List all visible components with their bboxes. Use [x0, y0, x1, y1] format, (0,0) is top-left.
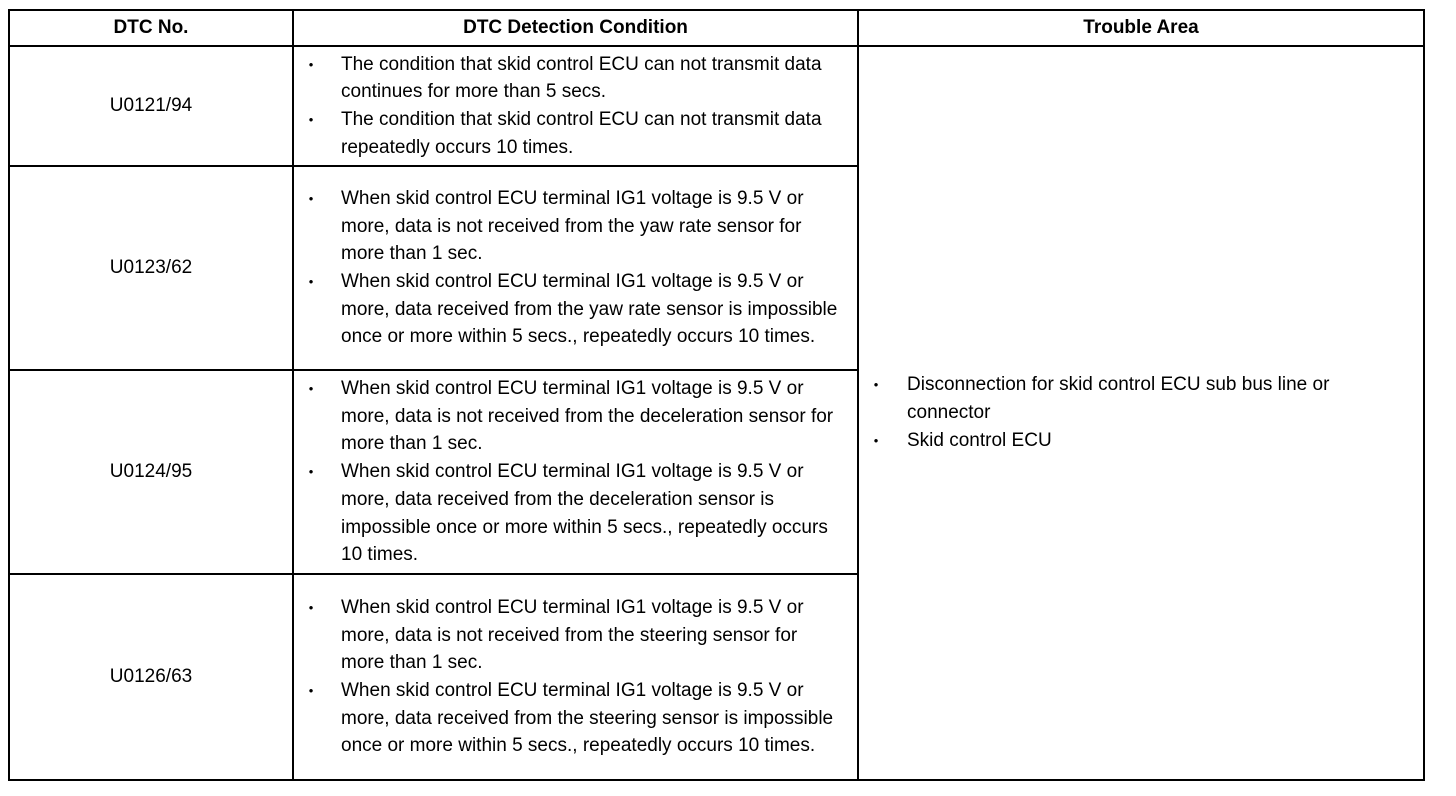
- bullet-icon: •: [873, 377, 879, 393]
- list-item: [294, 594, 845, 677]
- list-item: [294, 458, 845, 569]
- detection-condition-cell: [293, 46, 858, 166]
- bullet-icon: •: [308, 112, 314, 127]
- header-row: [9, 10, 1424, 46]
- list-item: [294, 268, 845, 351]
- condition-text: When skid control ECU terminal IG1 voltage is 9.5 V or more, data received from the yaw rate sensor is impossible once or more within 5 secs., repeatedly occurs 10 times.: [341, 271, 838, 348]
- dtc-table: [8, 9, 1425, 781]
- bullet-icon: •: [873, 432, 879, 448]
- condition-list: [294, 185, 857, 351]
- list-item: [859, 427, 1411, 455]
- bullet-icon: •: [308, 274, 314, 289]
- trouble-area-list: [859, 371, 1423, 454]
- condition-list: [294, 594, 857, 760]
- condition-list: [294, 375, 857, 569]
- dtc-code: U0126/63: [9, 574, 293, 780]
- header-trouble-area: Trouble Area: [858, 10, 1424, 46]
- condition-text: When skid control ECU terminal IG1 voltage is 9.5 V or more, data is not received from the yaw rate sensor for more than 1 sec.: [341, 187, 804, 265]
- condition-text: When skid control ECU terminal IG1 voltage is 9.5 V or more, data received from the steering sensor is impossible once or more within 5 secs., repeatedly occurs 10 times.: [341, 680, 834, 757]
- condition-text: The condition that skid control ECU can not transmit data repeatedly occurs 10 times.: [341, 109, 822, 158]
- detection-condition-cell: [293, 370, 858, 574]
- bullet-icon: •: [308, 381, 314, 397]
- detection-condition-cell: [293, 574, 858, 780]
- trouble-area-text: Skid control ECU: [907, 429, 1052, 451]
- bullet-icon: •: [308, 56, 314, 72]
- dtc-table-container: [8, 9, 1425, 781]
- condition-text: When skid control ECU terminal IG1 voltage is 9.5 V or more, data is not received from the deceleration sensor for more than 1 sec.: [341, 378, 834, 455]
- list-item: [294, 51, 845, 106]
- list-item: [294, 677, 845, 760]
- detection-condition-cell: [293, 166, 858, 370]
- dtc-code: U0121/94: [9, 46, 293, 166]
- list-item: [294, 375, 845, 458]
- bullet-icon: •: [308, 190, 314, 206]
- table-row: [9, 46, 1424, 166]
- list-item: [859, 371, 1411, 426]
- header-dtc-no: DTC No.: [9, 10, 293, 46]
- trouble-area-text: Disconnection for skid control ECU sub bus line or connector: [907, 374, 1330, 424]
- condition-text: When skid control ECU terminal IG1 voltage is 9.5 V or more, data received from the deceleration sensor is impossible once or more within 5 secs., repeatedly occurs 10 times.: [341, 461, 828, 566]
- list-item: [294, 185, 845, 268]
- bullet-icon: •: [308, 464, 314, 480]
- dtc-code: U0124/95: [9, 370, 293, 574]
- condition-list: [294, 51, 857, 162]
- bullet-icon: •: [308, 683, 314, 698]
- header-detection-condition: DTC Detection Condition: [293, 10, 858, 46]
- condition-text: The condition that skid control ECU can not transmit data continues for more than 5 secs.: [341, 53, 822, 103]
- dtc-code: U0123/62: [9, 166, 293, 370]
- condition-text: When skid control ECU terminal IG1 voltage is 9.5 V or more, data is not received from the steering sensor for more than 1 sec.: [341, 596, 804, 674]
- list-item: [294, 106, 845, 161]
- trouble-area-cell: [858, 46, 1424, 780]
- bullet-icon: •: [308, 599, 314, 615]
